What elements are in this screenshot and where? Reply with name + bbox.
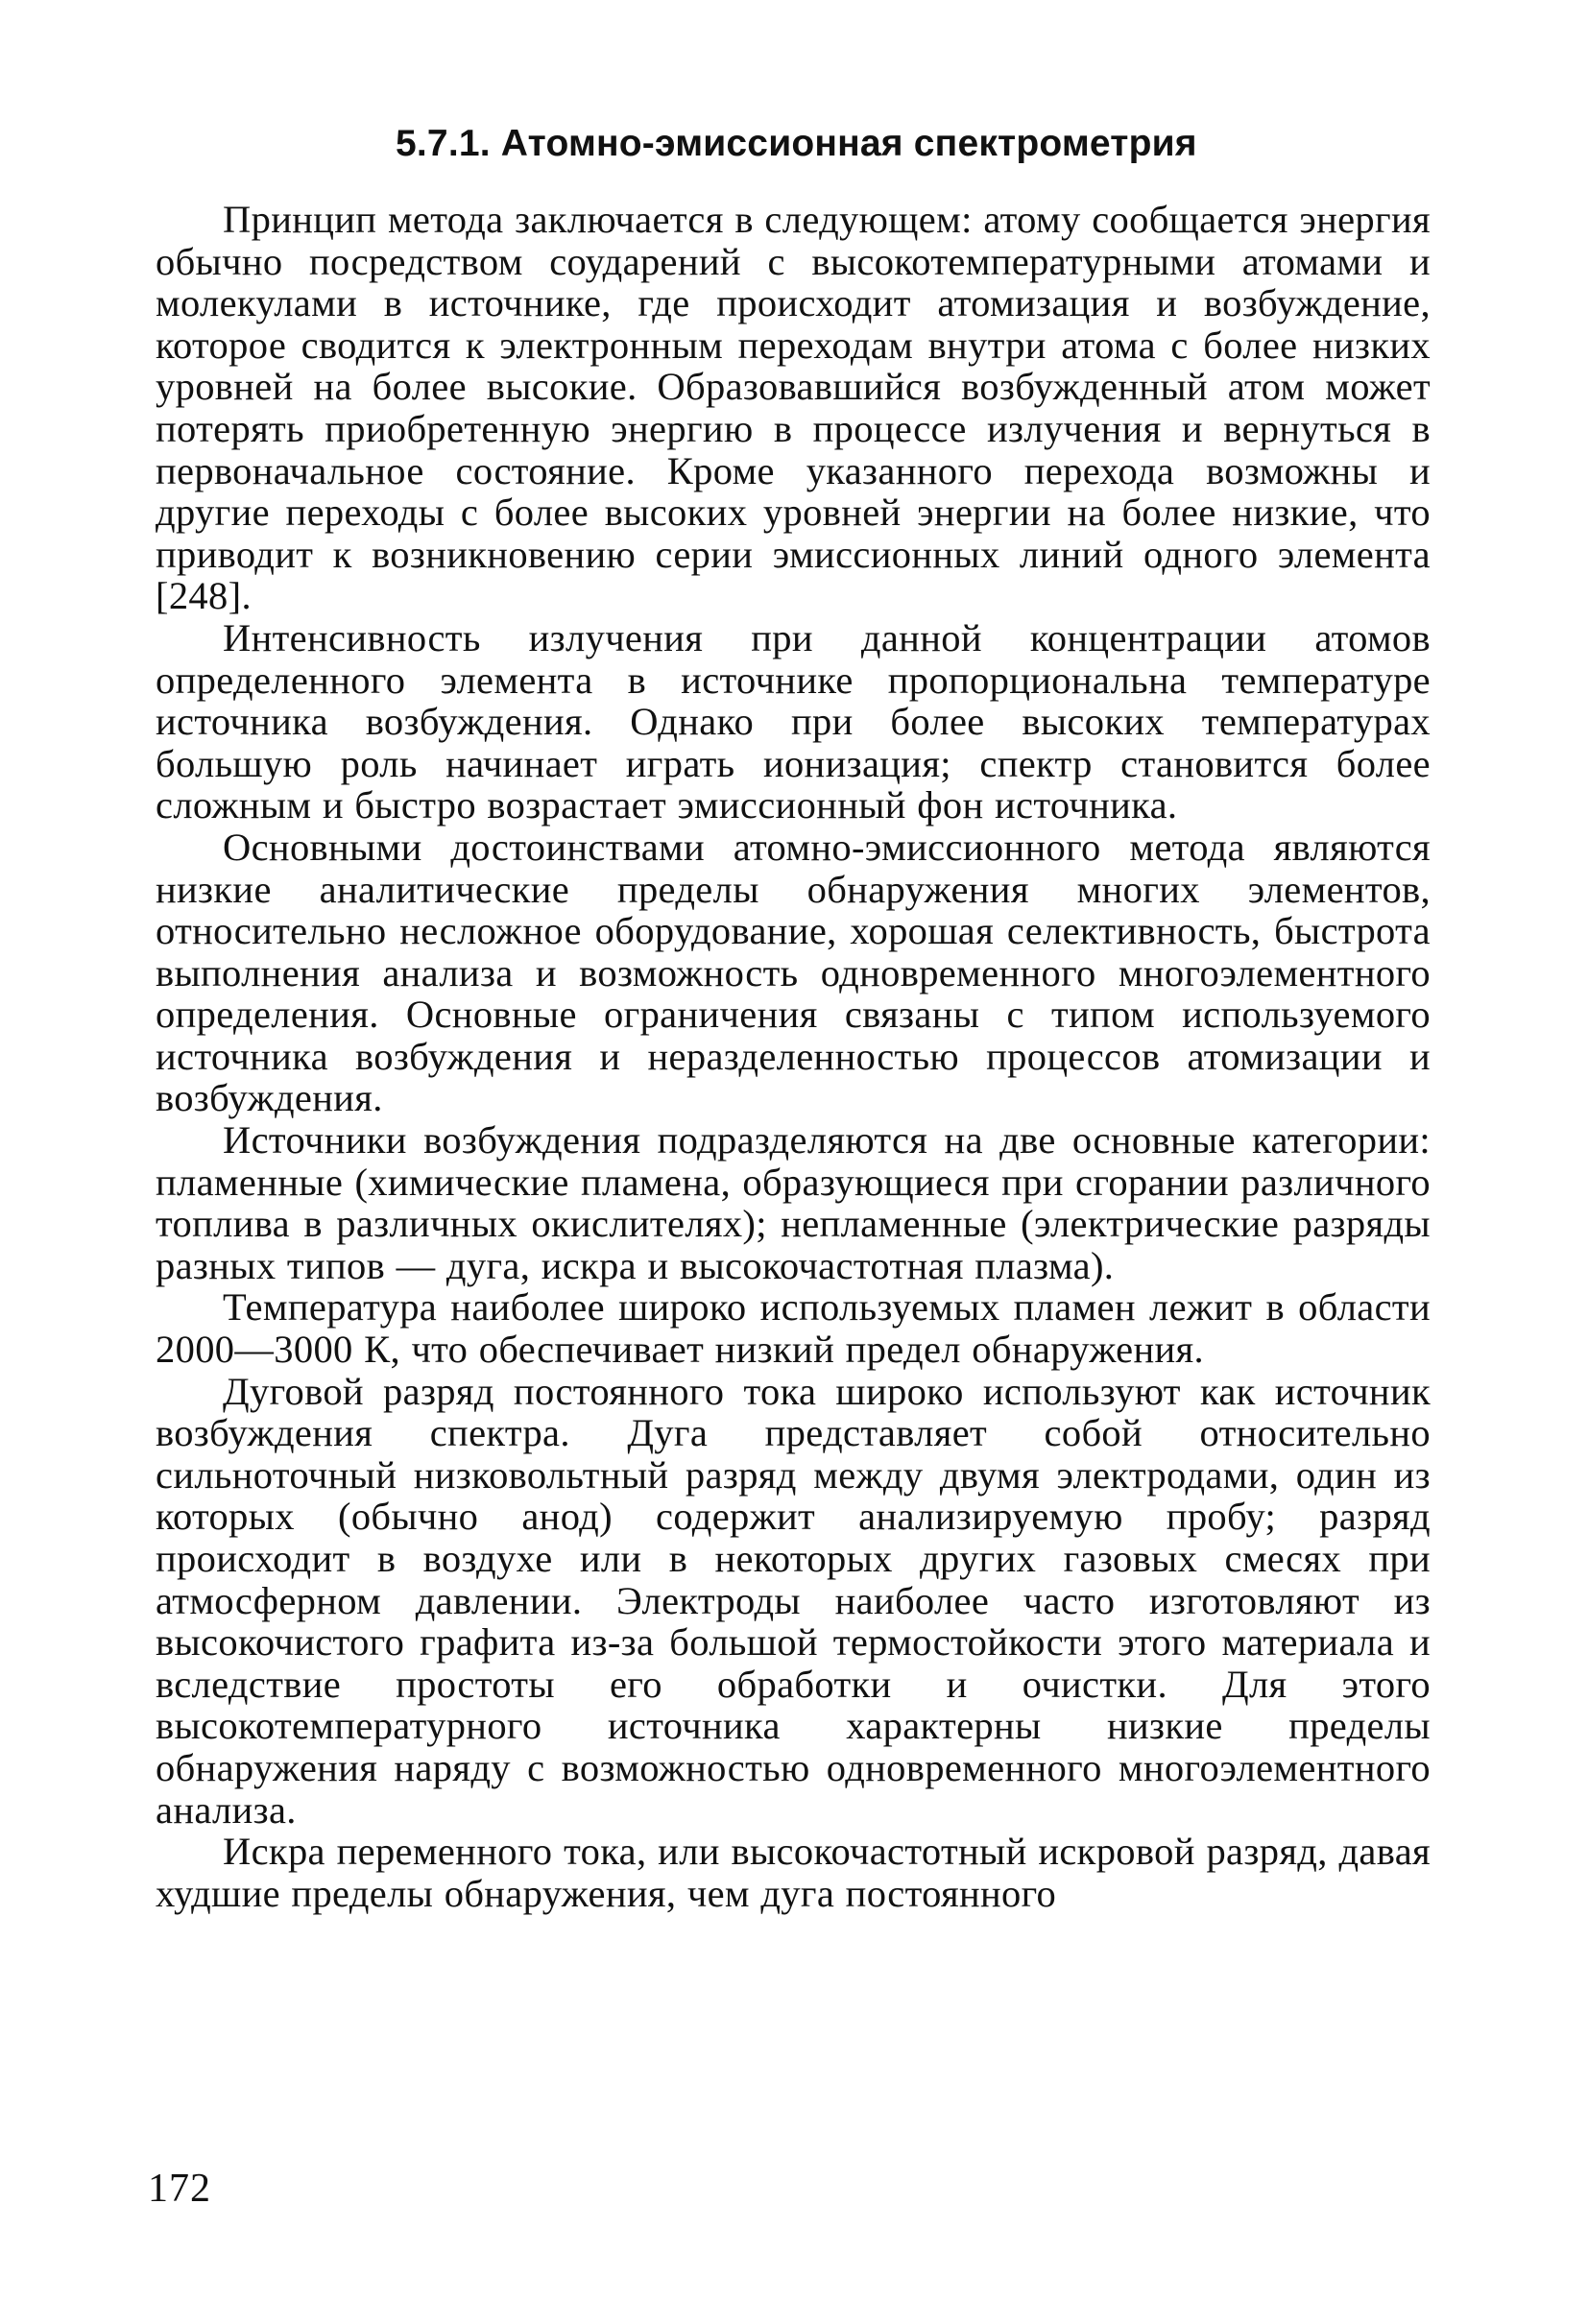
paragraph: Дуговой разряд постоянного тока широко используют как источник возбуждения спектра. Дуга представляет собой относительно сильноточный низковольтный разряд между двумя электродами, один из которых (обычно анод) содержит анализируемую пробу; разряд происходит в воздухе или в некоторых других газовых смесях при атмосферном давлении. Электроды наиболее часто изготовляют из высокочистого графита из-за большой термостойкости этого материала и вследствие простоты его обработки и очистки. Для этого высокотемпературного источника характерны низкие пределы обнаружения наряду с возможностью одновременного многоэлементного анализа.	[156, 1369, 1431, 1832]
page-number: 172	[148, 2167, 211, 2211]
body-text	[156, 199, 1431, 1914]
section-title: 5.7.1. Атомно-эмиссионная спектрометрия	[396, 123, 1197, 164]
paragraph: Температура наиболее широко используемых пламен лежит в области 2000—3000 К, что обеспечивает низкий предел обнаружения.	[156, 1285, 1431, 1372]
paragraph: Принцип метода заключается в следующем: атому сообщается энергия обычно посредством соударений с высокотемпературными атомами и молекулами в источнике, где происходит атомизация и возбуждение, которое сводится к электронным переходам внутри атома с более низких уровней на более высокие. Образовавшийся возбужденный атом может потерять приобретенную энергию в процессе излучения и вернуться в первоначальное состояние. Кроме указанного перехода возможны и другие переходы с более высоких уровней энергии на более низкие, что приводит к возникновению серии эмиссионных линий одного элемента [248].	[156, 198, 1431, 618]
paragraph: Источники возбуждения подразделяются на две основные категории: пламенные (химические пламена, образующиеся при сгорании различного топлива в различных окислителях); непламенные (электрические разряды разных типов — дуга, искра и высокочастотная плазма).	[156, 1118, 1431, 1287]
paragraph: Интенсивность излучения при данной концентрации атомов определенного элемента в источнике пропорциональна температуре источника возбуждения. Однако при более высоких температурах большую роль начинает играть ионизация; спектр становится более сложным и быстро возрастает эмиссионный фон источника.	[156, 615, 1431, 827]
paragraph: Основными достоинствами атомно-эмиссионного метода являются низкие аналитические пределы обнаружения многих элементов, относительно несложное оборудование, хорошая селективность, быстрота выполнения анализа и возможность одновременного многоэлементного определения. Основные ограничения связаны с типом используемого источника возбуждения и неразделенностью процессов атомизации и возбуждения.	[156, 825, 1431, 1120]
paragraph: Искра переменного тока, или высокочастотный искровой разряд, давая худшие пределы обнаружения, чем дуга постоянного	[156, 1830, 1431, 1915]
